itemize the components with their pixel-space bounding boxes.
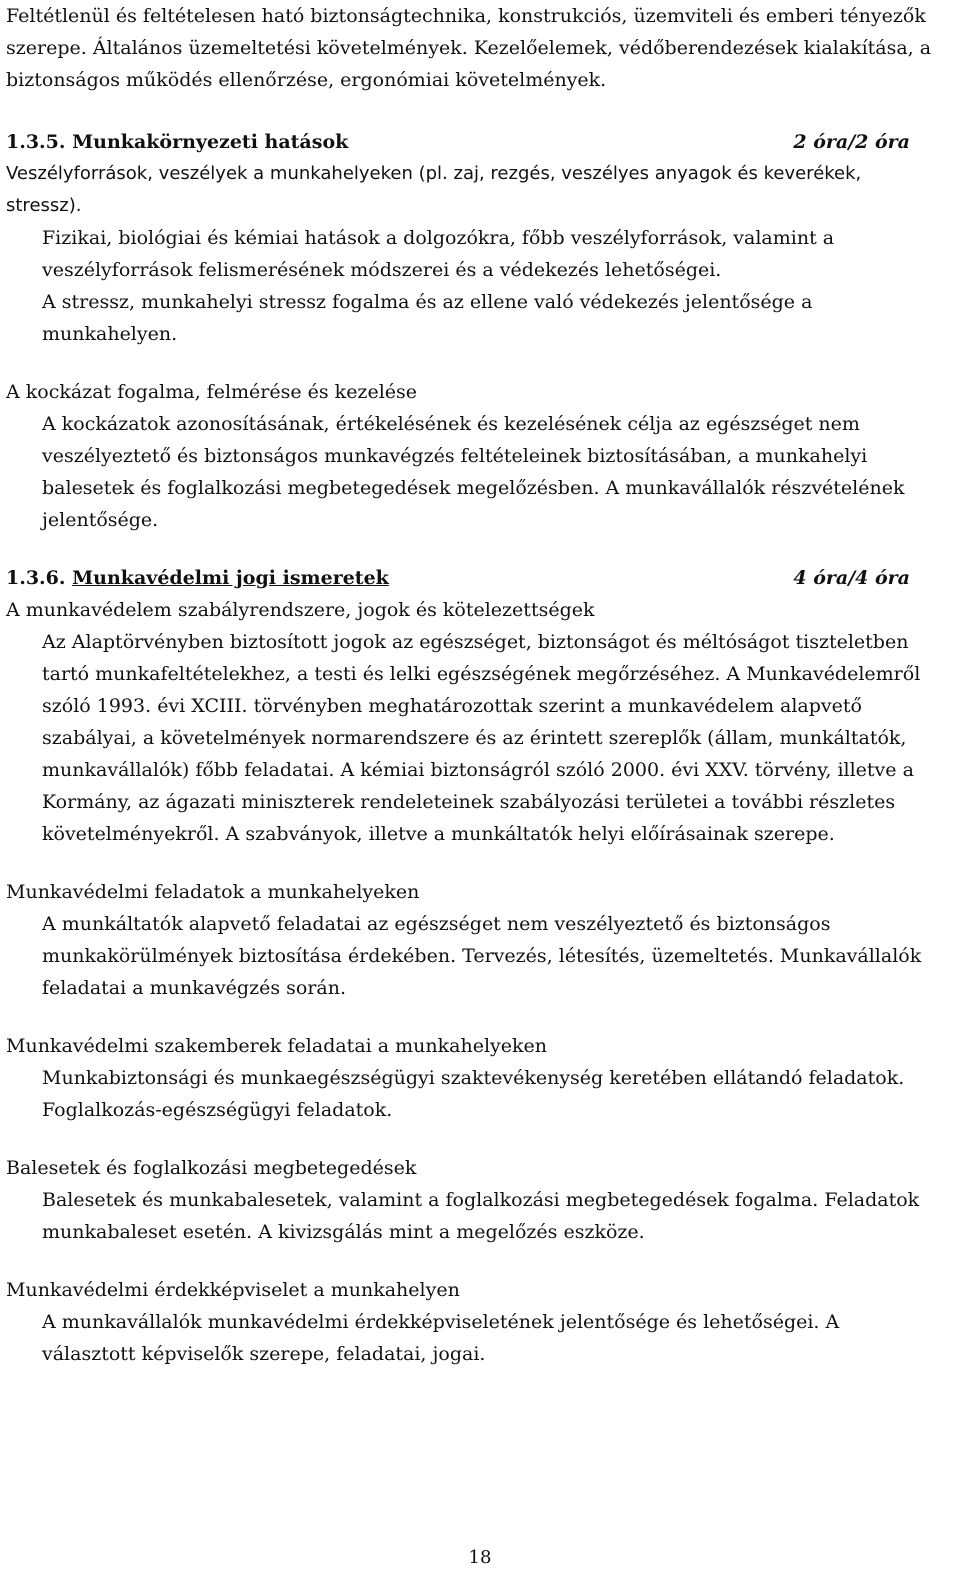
section-title-text: Munkavédelmi jogi ismeretek [72, 567, 389, 589]
section-title [6, 562, 389, 594]
paragraph: A kockázatok azonosításának, értékelésének és kezelésének célja az egészséget nem veszélyeztető és biztonságos munkavégzés feltételeinek biztosításában, a munkahelyi balesetek és foglalkozási megbetegedések megelőzésben. A munkavállalók részvételének jelentősége. [42, 413, 905, 531]
section-hours: 2 óra/2 óra [793, 131, 910, 153]
paragraph: Fizikai, biológiai és kémiai hatások a dolgozókra, főbb veszélyforrások, valamint a veszélyforrások felismerésének módszerei és a védekezés lehetőségei. [42, 227, 835, 281]
paragraph: A munkáltatók alapvető feladatai az egészséget nem veszélyeztető és biztonságos munkakörülmények biztosítása érdekében. Tervezés, létesítés, üzemeltetés. Munkavállalók feladatai a munkavégzés során. [42, 913, 922, 999]
section-heading-1-3-5 [0, 126, 960, 158]
paragraph: A munkavállalók munkavédelmi érdekképviseletének jelentősége és lehetőségei. A választott képviselők szerepe, feladatai, jogai. [42, 1311, 840, 1365]
intro-paragraph: Feltétlenül és feltételesen ható biztonságtechnika, konstrukciós, üzemviteli és emberi tényezők szerepe. Általános üzemeltetési követelmények. Kezelőelemek, védőberendezések kialakítása, a biztonságos működés ellenőrzése, ergonómiai követelmények. [6, 5, 932, 91]
section-title: 1.3.5. Munkakörnyezeti hatások [6, 131, 349, 153]
subsection-title: Munkavédelmi érdekképviselet a munkahelyen [6, 1279, 460, 1301]
subsection-title: Munkavédelmi feladatok a munkahelyeken [6, 881, 420, 903]
section-heading-1-3-6 [0, 562, 960, 594]
paragraph: Az Alaptörvényben biztosított jogok az egészséget, biztonságot és méltóságot tiszteletben tartó munkafeltételekhez, a testi és lelki egészségének megőrzéséhez. A Munkavédelemről szóló 1993. évi XCIII. törvényben meghatározottak szerint a munkavédelem alapvető szabályai, a követelmények normarendszere és az érintett szereplők (állam, munkáltatók, munkavállalók) főbb feladatai. A kémiai biztonságról szóló 2000. évi XXV. törvény, illetve a Kormány, az ágazati miniszterek rendeleteinek szabályozási területei a további részletes követelményekről. A szabványok, illetve a munkáltatók helyi előírásainak szerepe. [42, 631, 921, 845]
paragraph: A stressz, munkahelyi stressz fogalma és az ellene való védekezés jelentősége a munkahelyen. [42, 291, 813, 345]
subsection-title: Balesetek és foglalkozási megbetegedések [6, 1157, 417, 1179]
section-lead-paragraph: Veszélyforrások, veszélyek a munkahelyeken (pl. zaj, rezgés, veszélyes anyagok és keverékek, stressz). [6, 163, 862, 216]
subsection-title: Munkavédelmi szakemberek feladatai a munkahelyeken [6, 1035, 547, 1057]
section-number: 1.3.6. [6, 567, 66, 589]
page-number: 18 [468, 1547, 492, 1568]
subsection-title: A kockázat fogalma, felmérése és kezelése [6, 381, 418, 403]
section-hours: 4 óra/4 óra [793, 567, 910, 589]
paragraph: Balesetek és munkabalesetek, valamint a foglalkozási megbetegedések fogalma. Feladatok munkabaleset esetén. A kivizsgálás mint a megelőzés eszköze. [42, 1189, 920, 1243]
subsection-title: A munkavédelem szabályrendszere, jogok és kötelezettségek [6, 599, 595, 621]
paragraph: Munkabiztonsági és munkaegészségügyi szaktevékenység keretében ellátandó feladatok. Foglalkozás-egészségügyi feladatok. [42, 1067, 905, 1121]
